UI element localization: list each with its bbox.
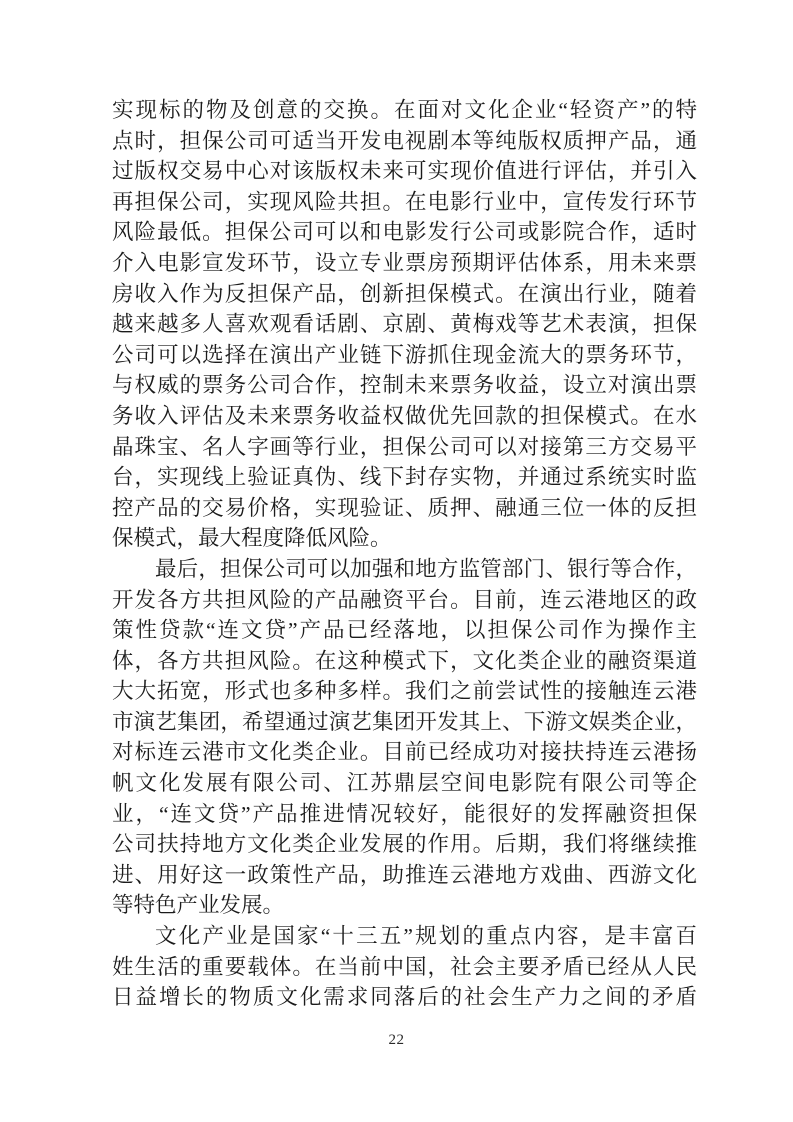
text-line: 最后，担保公司可以加强和地方监管部门、银行等合作， — [155, 556, 697, 581]
text-line: 与权威的票务公司合作，控制未来票务收益，设立对演出票 — [112, 373, 697, 398]
text-line: 台，实现线上验证真伪、线下封存实物，并通过系统实时监 — [112, 465, 697, 490]
text-line: 再担保公司，实现风险共担。在电影行业中，宣传发行环节 — [112, 189, 697, 214]
text-line: 房收入作为反担保产品，创新担保模式。在演出行业，随着 — [112, 281, 697, 306]
text-line: 越来越多人喜欢观看话剧、京剧、黄梅戏等艺术表演，担保 — [112, 312, 697, 337]
text-line: 等特色产业发展。 — [112, 893, 285, 918]
text-line: 姓生活的重要载体。在当前中国，社会主要矛盾已经从人民 — [112, 954, 697, 979]
text-line: 公司可以选择在演出产业链下游抓住现金流大的票务环节， — [112, 342, 697, 367]
text-line: 控产品的交易价格，实现验证、质押、融通三位一体的反担 — [112, 495, 697, 520]
page-number: 22 — [388, 1032, 405, 1048]
text-line: 策性贷款“连文贷”产品已经落地，以担保公司作为操作主 — [112, 618, 697, 643]
text-line: 大大拓宽，形式也多种多样。我们之前尝试性的接触连云港 — [112, 679, 697, 704]
paragraph-1 — [112, 95, 697, 554]
paragraph-2 — [112, 554, 697, 921]
text-line: 风险最低。担保公司可以和电影发行公司或影院合作，适时 — [112, 220, 697, 245]
text-line: 文化产业是国家“十三五”规划的重点内容，是丰富百 — [155, 924, 697, 949]
text-line: 市演艺集团，希望通过演艺集团开发其上、下游文娱类企业， — [112, 709, 697, 734]
text-line: 介入电影宣发环节，设立专业票房预期评估体系，用未来票 — [112, 250, 697, 275]
paragraph-3 — [112, 921, 697, 1013]
text-line: 实现标的物及创意的交换。在面对文化企业“轻资产”的特 — [112, 98, 697, 122]
text-line: 对标连云港市文化类企业。目前已经成功对接扶持连云港扬 — [112, 740, 697, 765]
text-line: 点时，担保公司可适当开发电视剧本等纯版权质押产品，通 — [112, 128, 697, 153]
text-line: 体，各方共担风险。在这种模式下，文化类企业的融资渠道 — [112, 648, 697, 673]
body-text — [112, 95, 697, 1013]
text-line: 晶珠宝、名人字画等行业，担保公司可以对接第三方交易平 — [112, 434, 697, 459]
text-line: 帆文化发展有限公司、江苏鼎层空间电影院有限公司等企 — [112, 771, 697, 796]
text-line: 日益增长的物质文化需求同落后的社会生产力之间的矛盾 — [112, 985, 697, 1010]
text-line: 公司扶持地方文化类企业发展的作用。后期，我们将继续推 — [112, 832, 697, 857]
text-line: 进、用好这一政策性产品，助推连云港地方戏曲、西游文化 — [112, 862, 697, 887]
text-line: 务收入评估及未来票务收益权做优先回款的担保模式。在水 — [112, 403, 697, 428]
text-line: 过版权交易中心对该版权未来可实现价值进行评估，并引入 — [112, 159, 697, 184]
text-line: 业，“连文贷”产品推进情况较好，能很好的发挥融资担保 — [112, 801, 697, 826]
text-line: 保模式，最大程度降低风险。 — [112, 526, 392, 551]
text-line: 开发各方共担风险的产品融资平台。目前，连云港地区的政 — [112, 587, 697, 612]
